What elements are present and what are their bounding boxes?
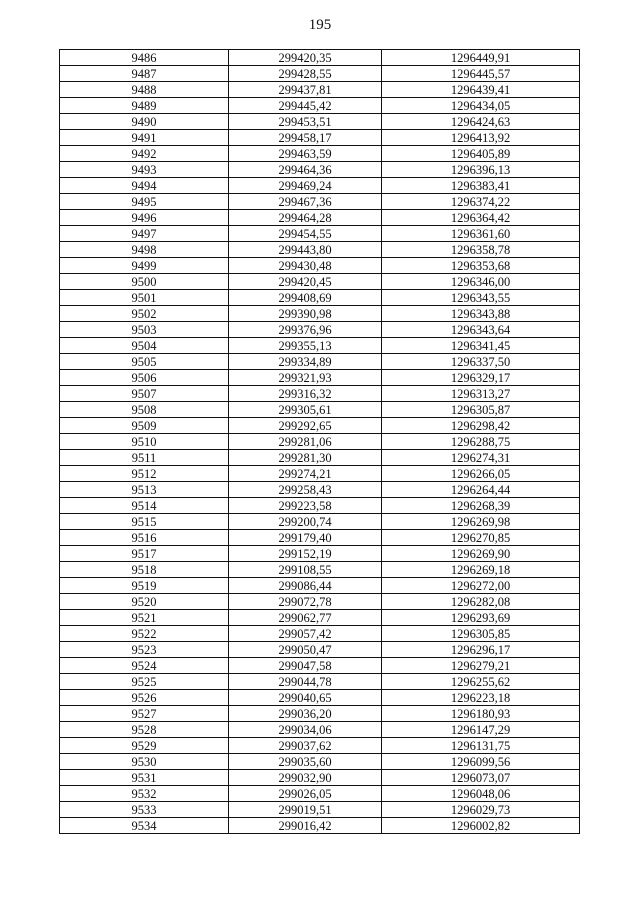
y-coordinate-cell: 1296270,85 — [382, 530, 580, 546]
point-number-cell: 9528 — [60, 722, 229, 738]
x-coordinate-cell: 299321,93 — [229, 370, 382, 386]
table-row — [60, 514, 580, 530]
table-row — [60, 402, 580, 418]
x-coordinate-cell: 299179,40 — [229, 530, 382, 546]
x-coordinate-cell: 299086,44 — [229, 578, 382, 594]
table-body — [60, 50, 580, 834]
point-number-cell: 9527 — [60, 706, 229, 722]
y-coordinate-cell: 1296223,18 — [382, 690, 580, 706]
x-coordinate-cell: 299464,36 — [229, 162, 382, 178]
x-coordinate-cell: 299316,32 — [229, 386, 382, 402]
x-coordinate-cell: 299428,55 — [229, 66, 382, 82]
x-coordinate-cell: 299355,13 — [229, 338, 382, 354]
x-coordinate-cell: 299062,77 — [229, 610, 382, 626]
y-coordinate-cell: 1296343,55 — [382, 290, 580, 306]
x-coordinate-cell: 299464,28 — [229, 210, 382, 226]
point-number-cell: 9510 — [60, 434, 229, 450]
point-number-cell: 9504 — [60, 338, 229, 354]
y-coordinate-cell: 1296147,29 — [382, 722, 580, 738]
x-coordinate-cell: 299044,78 — [229, 674, 382, 690]
x-coordinate-cell: 299047,58 — [229, 658, 382, 674]
table-row — [60, 162, 580, 178]
y-coordinate-cell: 1296313,27 — [382, 386, 580, 402]
table-row — [60, 818, 580, 834]
y-coordinate-cell: 1296274,31 — [382, 450, 580, 466]
table-row — [60, 738, 580, 754]
point-number-cell: 9521 — [60, 610, 229, 626]
table-row — [60, 674, 580, 690]
point-number-cell: 9530 — [60, 754, 229, 770]
point-number-cell: 9490 — [60, 114, 229, 130]
point-number-cell: 9497 — [60, 226, 229, 242]
point-number-cell: 9512 — [60, 466, 229, 482]
x-coordinate-cell: 299334,89 — [229, 354, 382, 370]
x-coordinate-cell: 299467,36 — [229, 194, 382, 210]
x-coordinate-cell: 299057,42 — [229, 626, 382, 642]
y-coordinate-cell: 1296264,44 — [382, 482, 580, 498]
table-row — [60, 626, 580, 642]
table-row — [60, 82, 580, 98]
point-number-cell: 9492 — [60, 146, 229, 162]
table-row — [60, 610, 580, 626]
y-coordinate-cell: 1296439,41 — [382, 82, 580, 98]
point-number-cell: 9509 — [60, 418, 229, 434]
y-coordinate-cell: 1296305,85 — [382, 626, 580, 642]
y-coordinate-cell: 1296358,78 — [382, 242, 580, 258]
point-number-cell: 9514 — [60, 498, 229, 514]
table-row — [60, 274, 580, 290]
x-coordinate-cell: 299430,48 — [229, 258, 382, 274]
table-row — [60, 146, 580, 162]
x-coordinate-cell: 299420,45 — [229, 274, 382, 290]
x-coordinate-cell: 299040,65 — [229, 690, 382, 706]
y-coordinate-cell: 1296180,93 — [382, 706, 580, 722]
x-coordinate-cell: 299258,43 — [229, 482, 382, 498]
table-row — [60, 802, 580, 818]
x-coordinate-cell: 299376,96 — [229, 322, 382, 338]
point-number-cell: 9491 — [60, 130, 229, 146]
y-coordinate-cell: 1296269,18 — [382, 562, 580, 578]
y-coordinate-cell: 1296353,68 — [382, 258, 580, 274]
x-coordinate-cell: 299458,17 — [229, 130, 382, 146]
table-row — [60, 786, 580, 802]
x-coordinate-cell: 299408,69 — [229, 290, 382, 306]
table-row — [60, 466, 580, 482]
table-row — [60, 546, 580, 562]
point-number-cell: 9489 — [60, 98, 229, 114]
table-row — [60, 434, 580, 450]
table-row — [60, 226, 580, 242]
x-coordinate-cell: 299050,47 — [229, 642, 382, 658]
table-row — [60, 642, 580, 658]
x-coordinate-cell: 299034,06 — [229, 722, 382, 738]
table-row — [60, 754, 580, 770]
x-coordinate-cell: 299281,06 — [229, 434, 382, 450]
point-number-cell: 9517 — [60, 546, 229, 562]
y-coordinate-cell: 1296445,57 — [382, 66, 580, 82]
point-number-cell: 9533 — [60, 802, 229, 818]
y-coordinate-cell: 1296329,17 — [382, 370, 580, 386]
y-coordinate-cell: 1296279,21 — [382, 658, 580, 674]
y-coordinate-cell: 1296266,05 — [382, 466, 580, 482]
point-number-cell: 9503 — [60, 322, 229, 338]
x-coordinate-cell: 299420,35 — [229, 50, 382, 66]
x-coordinate-cell: 299454,55 — [229, 226, 382, 242]
y-coordinate-cell: 1296346,00 — [382, 274, 580, 290]
point-number-cell: 9534 — [60, 818, 229, 834]
table-row — [60, 338, 580, 354]
table-row — [60, 562, 580, 578]
table-row — [60, 98, 580, 114]
point-number-cell: 9519 — [60, 578, 229, 594]
x-coordinate-cell: 299036,20 — [229, 706, 382, 722]
y-coordinate-cell: 1296099,56 — [382, 754, 580, 770]
table-row — [60, 258, 580, 274]
y-coordinate-cell: 1296337,50 — [382, 354, 580, 370]
x-coordinate-cell: 299200,74 — [229, 514, 382, 530]
point-number-cell: 9506 — [60, 370, 229, 386]
point-number-cell: 9486 — [60, 50, 229, 66]
table-row — [60, 210, 580, 226]
page-number: 195 — [308, 17, 332, 33]
table-row — [60, 594, 580, 610]
x-coordinate-cell: 299390,98 — [229, 306, 382, 322]
point-number-cell: 9507 — [60, 386, 229, 402]
y-coordinate-cell: 1296048,06 — [382, 786, 580, 802]
y-coordinate-cell: 1296361,60 — [382, 226, 580, 242]
table-row — [60, 690, 580, 706]
table-row — [60, 66, 580, 82]
y-coordinate-cell: 1296298,42 — [382, 418, 580, 434]
y-coordinate-cell: 1296364,42 — [382, 210, 580, 226]
x-coordinate-cell: 299463,59 — [229, 146, 382, 162]
point-number-cell: 9513 — [60, 482, 229, 498]
x-coordinate-cell: 299032,90 — [229, 770, 382, 786]
table-row — [60, 130, 580, 146]
y-coordinate-cell: 1296255,62 — [382, 674, 580, 690]
y-coordinate-cell: 1296396,13 — [382, 162, 580, 178]
y-coordinate-cell: 1296296,17 — [382, 642, 580, 658]
table-row — [60, 194, 580, 210]
point-number-cell: 9525 — [60, 674, 229, 690]
table-row — [60, 450, 580, 466]
point-number-cell: 9498 — [60, 242, 229, 258]
y-coordinate-cell: 1296405,89 — [382, 146, 580, 162]
table-row — [60, 242, 580, 258]
point-number-cell: 9487 — [60, 66, 229, 82]
x-coordinate-cell: 299469,24 — [229, 178, 382, 194]
point-number-cell: 9500 — [60, 274, 229, 290]
point-number-cell: 9493 — [60, 162, 229, 178]
y-coordinate-cell: 1296343,64 — [382, 322, 580, 338]
y-coordinate-cell: 1296269,90 — [382, 546, 580, 562]
x-coordinate-cell: 299453,51 — [229, 114, 382, 130]
point-number-cell: 9488 — [60, 82, 229, 98]
point-number-cell: 9511 — [60, 450, 229, 466]
y-coordinate-cell: 1296288,75 — [382, 434, 580, 450]
table-row — [60, 354, 580, 370]
y-coordinate-cell: 1296305,87 — [382, 402, 580, 418]
point-number-cell: 9526 — [60, 690, 229, 706]
x-coordinate-cell: 299072,78 — [229, 594, 382, 610]
point-number-cell: 9496 — [60, 210, 229, 226]
y-coordinate-cell: 1296434,05 — [382, 98, 580, 114]
table-row — [60, 114, 580, 130]
table-row — [60, 722, 580, 738]
y-coordinate-cell: 1296131,75 — [382, 738, 580, 754]
table-row — [60, 178, 580, 194]
point-number-cell: 9532 — [60, 786, 229, 802]
y-coordinate-cell: 1296268,39 — [382, 498, 580, 514]
x-coordinate-cell: 299443,80 — [229, 242, 382, 258]
y-coordinate-cell: 1296002,82 — [382, 818, 580, 834]
point-number-cell: 9508 — [60, 402, 229, 418]
y-coordinate-cell: 1296272,00 — [382, 578, 580, 594]
y-coordinate-cell: 1296383,41 — [382, 178, 580, 194]
point-number-cell: 9522 — [60, 626, 229, 642]
x-coordinate-cell: 299437,81 — [229, 82, 382, 98]
x-coordinate-cell: 299016,42 — [229, 818, 382, 834]
y-coordinate-cell: 1296282,08 — [382, 594, 580, 610]
table-row — [60, 706, 580, 722]
point-number-cell: 9524 — [60, 658, 229, 674]
x-coordinate-cell: 299108,55 — [229, 562, 382, 578]
x-coordinate-cell: 299274,21 — [229, 466, 382, 482]
coordinates-table — [59, 49, 580, 834]
point-number-cell: 9495 — [60, 194, 229, 210]
table-row — [60, 770, 580, 786]
y-coordinate-cell: 1296293,69 — [382, 610, 580, 626]
table-row — [60, 370, 580, 386]
table-row — [60, 386, 580, 402]
y-coordinate-cell: 1296073,07 — [382, 770, 580, 786]
table-row — [60, 322, 580, 338]
table-row — [60, 530, 580, 546]
point-number-cell: 9501 — [60, 290, 229, 306]
point-number-cell: 9520 — [60, 594, 229, 610]
table-row — [60, 290, 580, 306]
point-number-cell: 9531 — [60, 770, 229, 786]
x-coordinate-cell: 299019,51 — [229, 802, 382, 818]
point-number-cell: 9505 — [60, 354, 229, 370]
y-coordinate-cell: 1296269,98 — [382, 514, 580, 530]
point-number-cell: 9516 — [60, 530, 229, 546]
point-number-cell: 9515 — [60, 514, 229, 530]
y-coordinate-cell: 1296343,88 — [382, 306, 580, 322]
table-row — [60, 658, 580, 674]
x-coordinate-cell: 299445,42 — [229, 98, 382, 114]
table-row — [60, 418, 580, 434]
y-coordinate-cell: 1296449,91 — [382, 50, 580, 66]
table-row — [60, 498, 580, 514]
table-row — [60, 578, 580, 594]
y-coordinate-cell: 1296029,73 — [382, 802, 580, 818]
point-number-cell: 9499 — [60, 258, 229, 274]
y-coordinate-cell: 1296413,92 — [382, 130, 580, 146]
x-coordinate-cell: 299152,19 — [229, 546, 382, 562]
x-coordinate-cell: 299305,61 — [229, 402, 382, 418]
x-coordinate-cell: 299281,30 — [229, 450, 382, 466]
table-row — [60, 306, 580, 322]
point-number-cell: 9529 — [60, 738, 229, 754]
x-coordinate-cell: 299026,05 — [229, 786, 382, 802]
y-coordinate-cell: 1296424,63 — [382, 114, 580, 130]
x-coordinate-cell: 299223,58 — [229, 498, 382, 514]
table-row — [60, 50, 580, 66]
table-row — [60, 482, 580, 498]
point-number-cell: 9518 — [60, 562, 229, 578]
x-coordinate-cell: 299035,60 — [229, 754, 382, 770]
point-number-cell: 9523 — [60, 642, 229, 658]
point-number-cell: 9494 — [60, 178, 229, 194]
x-coordinate-cell: 299292,65 — [229, 418, 382, 434]
y-coordinate-cell: 1296374,22 — [382, 194, 580, 210]
point-number-cell: 9502 — [60, 306, 229, 322]
x-coordinate-cell: 299037,62 — [229, 738, 382, 754]
y-coordinate-cell: 1296341,45 — [382, 338, 580, 354]
